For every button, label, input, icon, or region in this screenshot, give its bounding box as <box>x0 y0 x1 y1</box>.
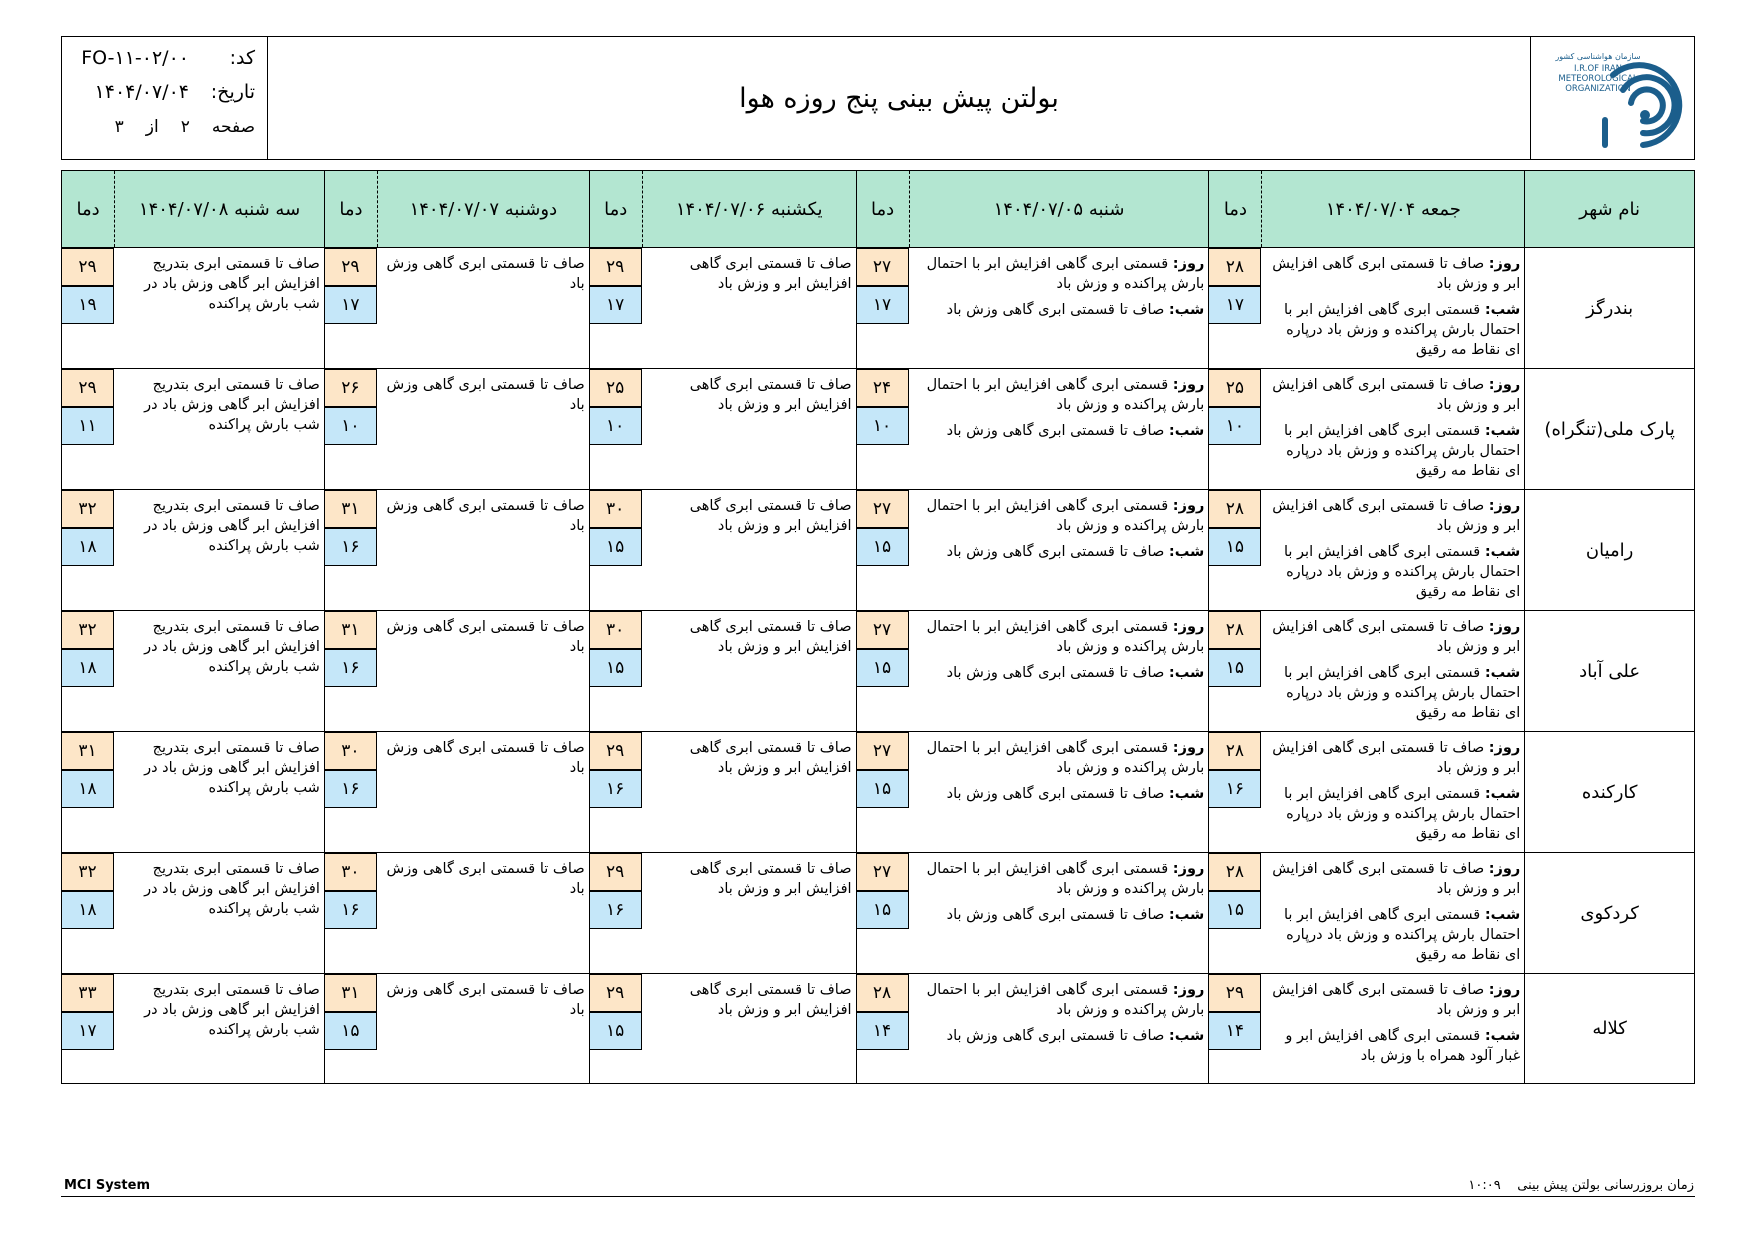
temperature-cell <box>856 732 909 853</box>
min-temperature: ۱۶ <box>325 891 377 929</box>
max-temperature: ۲۹ <box>325 248 377 286</box>
min-temperature: ۱۷ <box>325 286 377 324</box>
day-label: روز: <box>1172 982 1205 998</box>
forecast-description <box>378 974 590 1084</box>
temperature-cell <box>589 490 642 611</box>
min-temperature: ۱۵ <box>590 1012 642 1050</box>
max-temperature: ۳۰ <box>325 732 377 770</box>
min-temperature: ۱۶ <box>325 528 377 566</box>
forecast-description <box>1262 732 1525 853</box>
min-temperature: ۱۵ <box>1209 528 1261 566</box>
forecast-text: صاف تا قسمتی ابری گاهی وزش باد <box>386 861 585 897</box>
night-forecast: صاف تا قسمتی ابری گاهی وزش باد <box>946 786 1165 802</box>
logo-text-fa: سازمان هواشناسی کشور <box>1555 52 1641 61</box>
night-label: شب: <box>1484 544 1521 560</box>
min-temperature: ۱۱ <box>62 407 114 445</box>
day-label: روز: <box>1488 498 1521 514</box>
max-temperature: ۳۲ <box>62 611 114 649</box>
day-forecast: قسمتی ابری گاهی افزایش ابر با احتمال بارش پراکنده و وزش باد <box>926 377 1205 413</box>
max-temperature: ۳۲ <box>62 490 114 528</box>
temperature-cell <box>856 974 909 1084</box>
min-temperature: ۱۰ <box>325 407 377 445</box>
forecast-description <box>909 732 1209 853</box>
day-forecast: قسمتی ابری گاهی افزایش ابر با احتمال بارش پراکنده و وزش باد <box>926 619 1205 655</box>
forecast-text: صاف تا قسمتی ابری گاهی وزش باد <box>386 498 585 534</box>
night-forecast: قسمتی ابری گاهی افزایش ابر با احتمال بارش پراکنده و وزش باد درپاره ای نقاط مه رقیق <box>1283 544 1521 600</box>
min-temperature: ۱۷ <box>590 286 642 324</box>
forecast-description <box>378 248 590 369</box>
logo-text-en-1: I.R.OF IRAN <box>1573 64 1623 74</box>
page-of-label: از <box>145 117 159 137</box>
min-temperature: ۱۵ <box>857 649 909 687</box>
max-temperature: ۲۹ <box>590 974 642 1012</box>
min-temperature: ۱۶ <box>1209 770 1261 808</box>
page-number: ۲ <box>180 117 190 137</box>
temperature-cell <box>589 732 642 853</box>
forecast-text: صاف تا قسمتی ابری بتدریج افزایش ابر گاهی وزش باد در شب بارش پراکنده <box>144 498 320 554</box>
night-label: شب: <box>1168 907 1205 923</box>
min-temperature: ۱۰ <box>857 407 909 445</box>
min-temperature: ۱۵ <box>1209 649 1261 687</box>
day-label: روز: <box>1172 256 1205 272</box>
city-name: پارک ملی(تنگراه) <box>1525 369 1695 490</box>
max-temperature: ۲۴ <box>857 369 909 407</box>
day-forecast: صاف تا قسمتی ابری گاهی افزایش ابر و وزش باد <box>1272 619 1521 655</box>
min-temperature: ۱۵ <box>590 528 642 566</box>
night-forecast: صاف تا قسمتی ابری گاهی وزش باد <box>946 665 1165 681</box>
temperature-cell <box>62 732 115 853</box>
day-forecast: قسمتی ابری گاهی افزایش ابر با احتمال بارش پراکنده و وزش باد <box>926 861 1205 897</box>
night-label: شب: <box>1168 302 1205 318</box>
day-forecast: صاف تا قسمتی ابری گاهی افزایش ابر و وزش باد <box>1272 498 1521 534</box>
temperature-cell <box>324 974 377 1084</box>
date-value: ۱۴۰۴/۰۷/۰۴ <box>94 81 189 103</box>
forecast-description <box>642 248 856 369</box>
min-temperature: ۱۹ <box>62 286 114 324</box>
forecast-text: صاف تا قسمتی ابری گاهی افزایش ابر و وزش باد <box>689 982 852 1018</box>
day-label: روز: <box>1172 861 1205 877</box>
night-forecast: صاف تا قسمتی ابری گاهی وزش باد <box>946 302 1165 318</box>
temperature-cell <box>62 369 115 490</box>
night-label: شب: <box>1168 544 1205 560</box>
min-temperature: ۱۵ <box>857 770 909 808</box>
max-temperature: ۲۹ <box>62 248 114 286</box>
logo-box <box>1530 37 1694 159</box>
forecast-text: صاف تا قسمتی ابری بتدریج افزایش ابر گاهی وزش باد در شب بارش پراکنده <box>144 256 320 312</box>
min-temperature: ۱۴ <box>1209 1012 1261 1050</box>
day-label: روز: <box>1172 377 1205 393</box>
temperature-cell <box>62 611 115 732</box>
forecast-text: صاف تا قسمتی ابری گاهی وزش باد <box>386 619 585 655</box>
night-forecast: قسمتی ابری گاهی افزایش ابر با احتمال بارش پراکنده و وزش باد درپاره ای نقاط مه رقیق <box>1283 302 1521 358</box>
night-forecast: قسمتی ابری گاهی افزایش ابر و غبار آلود همراه با وزش باد <box>1285 1028 1521 1064</box>
logo-text-en-3: ORGANIZATION <box>1565 84 1631 94</box>
page-label: صفحه <box>211 117 255 137</box>
max-temperature: ۲۷ <box>857 732 909 770</box>
min-temperature: ۱۰ <box>590 407 642 445</box>
forecast-text: صاف تا قسمتی ابری گاهی افزایش ابر و وزش باد <box>689 619 852 655</box>
forecast-text: صاف تا قسمتی ابری بتدریج افزایش ابر گاهی وزش باد در شب بارش پراکنده <box>144 740 320 796</box>
forecast-description <box>642 369 856 490</box>
forecast-description <box>642 732 856 853</box>
temperature-cell <box>856 248 909 369</box>
temperature-cell <box>589 369 642 490</box>
forecast-description <box>115 853 325 974</box>
day-column-header: دوشنبه ۱۴۰۴/۰۷/۰۷ <box>378 171 590 248</box>
min-temperature: ۱۷ <box>1209 286 1261 324</box>
temperature-cell <box>62 248 115 369</box>
max-temperature: ۳۱ <box>325 611 377 649</box>
night-forecast: قسمتی ابری گاهی افزایش ابر با احتمال بارش پراکنده و وزش باد درپاره ای نقاط مه رقیق <box>1283 665 1521 721</box>
max-temperature: ۳۲ <box>62 853 114 891</box>
day-forecast: قسمتی ابری گاهی افزایش ابر با احتمال بارش پراکنده و وزش باد <box>926 982 1205 1018</box>
forecast-description <box>378 611 590 732</box>
night-label: شب: <box>1168 786 1205 802</box>
temperature-cell <box>324 611 377 732</box>
table-row <box>62 611 1695 732</box>
min-temperature: ۱۸ <box>62 528 114 566</box>
night-forecast: صاف تا قسمتی ابری گاهی وزش باد <box>946 423 1165 439</box>
table-row <box>62 732 1695 853</box>
city-name: کردکوی <box>1525 853 1695 974</box>
forecast-text: صاف تا قسمتی ابری گاهی افزایش ابر و وزش باد <box>689 498 852 534</box>
temperature-cell <box>589 853 642 974</box>
forecast-text: صاف تا قسمتی ابری گاهی وزش باد <box>386 256 585 292</box>
max-temperature: ۳۰ <box>590 490 642 528</box>
forecast-description <box>642 974 856 1084</box>
min-temperature: ۱۶ <box>325 770 377 808</box>
night-label: شب: <box>1484 302 1521 318</box>
forecast-description <box>115 248 325 369</box>
meteorological-organization-logo <box>1543 45 1683 153</box>
day-forecast: قسمتی ابری گاهی افزایش ابر با احتمال بارش پراکنده و وزش باد <box>926 498 1205 534</box>
night-forecast: قسمتی ابری گاهی افزایش ابر با احتمال بارش پراکنده و وزش باد درپاره ای نقاط مه رقیق <box>1283 907 1521 963</box>
temperature-cell <box>1209 974 1262 1084</box>
temperature-cell <box>1209 369 1262 490</box>
forecast-description <box>115 974 325 1084</box>
city-column-header: نام شهر <box>1525 171 1695 248</box>
forecast-description <box>909 248 1209 369</box>
temperature-cell <box>324 369 377 490</box>
page-title: بولتن پیش بینی پنج روزه هوا <box>739 82 1059 114</box>
day-forecast: صاف تا قسمتی ابری گاهی افزایش ابر و وزش باد <box>1272 256 1521 292</box>
night-forecast: قسمتی ابری گاهی افزایش ابر با احتمال بارش پراکنده و وزش باد درپاره ای نقاط مه رقیق <box>1283 423 1521 479</box>
temperature-cell <box>62 974 115 1084</box>
forecast-text: صاف تا قسمتی ابری گاهی افزایش ابر و وزش باد <box>689 256 852 292</box>
max-temperature: ۲۸ <box>1209 248 1261 286</box>
max-temperature: ۲۸ <box>1209 490 1261 528</box>
day-label: روز: <box>1488 740 1521 756</box>
forecast-description <box>909 490 1209 611</box>
logo-text-en-2: METEOROLOGICAL <box>1558 74 1638 84</box>
temperature-cell <box>324 248 377 369</box>
temp-column-header: دما <box>589 171 642 248</box>
code-value: FO-۱۱-۰۲/۰۰ <box>81 47 189 69</box>
min-temperature: ۱۶ <box>590 891 642 929</box>
forecast-text: صاف تا قسمتی ابری بتدریج افزایش ابر گاهی وزش باد در شب بارش پراکنده <box>144 619 320 675</box>
max-temperature: ۳۱ <box>62 732 114 770</box>
temp-column-header: دما <box>324 171 377 248</box>
document-info <box>62 37 268 159</box>
bulletin-header <box>61 36 1695 160</box>
forecast-description <box>909 369 1209 490</box>
day-column-header: جمعه ۱۴۰۴/۰۷/۰۴ <box>1262 171 1525 248</box>
night-label: شب: <box>1168 1028 1205 1044</box>
temp-column-header: دما <box>1209 171 1262 248</box>
max-temperature: ۲۸ <box>1209 853 1261 891</box>
min-temperature: ۱۵ <box>857 528 909 566</box>
day-label: روز: <box>1488 861 1521 877</box>
night-forecast: قسمتی ابری گاهی افزایش ابر با احتمال بارش پراکنده و وزش باد درپاره ای نقاط مه رقیق <box>1283 786 1521 842</box>
day-forecast: قسمتی ابری گاهی افزایش ابر با احتمال بارش پراکنده و وزش باد <box>926 256 1205 292</box>
temperature-cell <box>1209 248 1262 369</box>
temp-column-header: دما <box>62 171 115 248</box>
min-temperature: ۱۸ <box>62 891 114 929</box>
day-label: روز: <box>1488 982 1521 998</box>
temperature-cell <box>856 490 909 611</box>
forecast-text: صاف تا قسمتی ابری گاهی افزایش ابر و وزش باد <box>689 377 852 413</box>
day-forecast: قسمتی ابری گاهی افزایش ابر با احتمال بارش پراکنده و وزش باد <box>926 740 1205 776</box>
forecast-description <box>1262 490 1525 611</box>
temperature-cell <box>1209 732 1262 853</box>
table-row <box>62 248 1695 369</box>
forecast-table <box>61 170 1695 1084</box>
update-time-note <box>1468 1178 1694 1193</box>
city-name: بندرگز <box>1525 248 1695 369</box>
max-temperature: ۲۹ <box>590 853 642 891</box>
temperature-cell <box>589 611 642 732</box>
forecast-text: صاف تا قسمتی ابری گاهی افزایش ابر و وزش باد <box>689 740 852 776</box>
max-temperature: ۲۷ <box>857 853 909 891</box>
forecast-description <box>115 369 325 490</box>
temperature-cell <box>324 732 377 853</box>
night-label: شب: <box>1484 1028 1521 1044</box>
date-label: تاریخ: <box>210 81 255 103</box>
forecast-description <box>909 611 1209 732</box>
max-temperature: ۳۱ <box>325 974 377 1012</box>
temperature-cell <box>589 974 642 1084</box>
system-name: MCI System <box>64 1178 150 1193</box>
day-label: روز: <box>1488 256 1521 272</box>
day-column-header: یکشنبه ۱۴۰۴/۰۷/۰۶ <box>642 171 856 248</box>
night-forecast: صاف تا قسمتی ابری گاهی وزش باد <box>946 907 1165 923</box>
day-forecast: صاف تا قسمتی ابری گاهی افزایش ابر و وزش باد <box>1272 982 1521 1018</box>
day-forecast: صاف تا قسمتی ابری گاهی افزایش ابر و وزش باد <box>1272 861 1521 897</box>
forecast-description <box>1262 611 1525 732</box>
temperature-cell <box>1209 490 1262 611</box>
temperature-cell <box>856 853 909 974</box>
day-forecast: صاف تا قسمتی ابری گاهی افزایش ابر و وزش باد <box>1272 377 1521 413</box>
min-temperature: ۱۵ <box>325 1012 377 1050</box>
min-temperature: ۱۵ <box>857 891 909 929</box>
forecast-description <box>378 369 590 490</box>
temperature-cell <box>62 490 115 611</box>
max-temperature: ۲۷ <box>857 248 909 286</box>
min-temperature: ۱۵ <box>590 649 642 687</box>
city-name: علی آباد <box>1525 611 1695 732</box>
temperature-cell <box>62 853 115 974</box>
max-temperature: ۳۱ <box>325 490 377 528</box>
night-label: شب: <box>1168 665 1205 681</box>
day-column-header: سه شنبه ۱۴۰۴/۰۷/۰۸ <box>115 171 325 248</box>
forecast-text: صاف تا قسمتی ابری بتدریج افزایش ابر گاهی وزش باد در شب بارش پراکنده <box>144 982 320 1038</box>
forecast-description <box>378 853 590 974</box>
temperature-cell <box>1209 853 1262 974</box>
forecast-text: صاف تا قسمتی ابری گاهی وزش باد <box>386 740 585 776</box>
city-name: رامیان <box>1525 490 1695 611</box>
day-column-header: شنبه ۱۴۰۴/۰۷/۰۵ <box>909 171 1209 248</box>
forecast-description <box>115 611 325 732</box>
night-label: شب: <box>1484 665 1521 681</box>
temperature-cell <box>324 490 377 611</box>
min-temperature: ۱۴ <box>857 1012 909 1050</box>
forecast-description <box>642 490 856 611</box>
update-time-value: ۱۰:۰۹ <box>1468 1178 1501 1193</box>
city-name: کلاله <box>1525 974 1695 1084</box>
night-label: شب: <box>1484 786 1521 802</box>
forecast-text: صاف تا قسمتی ابری گاهی وزش باد <box>386 377 585 413</box>
max-temperature: ۲۹ <box>590 248 642 286</box>
min-temperature: ۱۷ <box>62 1012 114 1050</box>
temp-column-header: دما <box>856 171 909 248</box>
table-row <box>62 974 1695 1084</box>
day-label: روز: <box>1172 619 1205 635</box>
temperature-cell <box>1209 611 1262 732</box>
max-temperature: ۲۵ <box>590 369 642 407</box>
max-temperature: ۲۹ <box>590 732 642 770</box>
forecast-description <box>115 490 325 611</box>
max-temperature: ۲۷ <box>857 490 909 528</box>
footer-divider <box>61 1196 1695 1197</box>
forecast-text: صاف تا قسمتی ابری گاهی وزش باد <box>386 982 585 1018</box>
max-temperature: ۳۰ <box>325 853 377 891</box>
day-label: روز: <box>1172 740 1205 756</box>
max-temperature: ۲۶ <box>325 369 377 407</box>
table-row <box>62 853 1695 974</box>
forecast-description <box>1262 853 1525 974</box>
forecast-description <box>378 490 590 611</box>
max-temperature: ۲۸ <box>1209 732 1261 770</box>
forecast-text: صاف تا قسمتی ابری بتدریج افزایش ابر گاهی وزش باد در شب بارش پراکنده <box>144 861 320 917</box>
forecast-text: صاف تا قسمتی ابری گاهی افزایش ابر و وزش باد <box>689 861 852 897</box>
night-label: شب: <box>1484 907 1521 923</box>
max-temperature: ۲۹ <box>1209 974 1261 1012</box>
code-label: کد: <box>229 47 255 69</box>
max-temperature: ۲۸ <box>1209 611 1261 649</box>
min-temperature: ۱۸ <box>62 649 114 687</box>
night-label: شب: <box>1168 423 1205 439</box>
forecast-description <box>642 853 856 974</box>
night-forecast: صاف تا قسمتی ابری گاهی وزش باد <box>946 544 1165 560</box>
update-time-label: زمان بروزرسانی بولتن پیش بینی <box>1517 1178 1694 1193</box>
temperature-cell <box>856 611 909 732</box>
min-temperature: ۱۷ <box>857 286 909 324</box>
temperature-cell <box>856 369 909 490</box>
table-row <box>62 490 1695 611</box>
min-temperature: ۱۵ <box>1209 891 1261 929</box>
page-total: ۳ <box>114 117 124 137</box>
table-row <box>62 369 1695 490</box>
forecast-description <box>115 732 325 853</box>
forecast-description <box>1262 974 1525 1084</box>
table-header-row <box>62 171 1695 248</box>
day-forecast: صاف تا قسمتی ابری گاهی افزایش ابر و وزش باد <box>1272 740 1521 776</box>
day-label: روز: <box>1488 619 1521 635</box>
forecast-description <box>378 732 590 853</box>
temperature-cell <box>324 853 377 974</box>
forecast-description <box>909 853 1209 974</box>
forecast-description <box>1262 248 1525 369</box>
night-label: شب: <box>1484 423 1521 439</box>
forecast-description <box>1262 369 1525 490</box>
forecast-description <box>642 611 856 732</box>
temperature-cell <box>589 248 642 369</box>
max-temperature: ۳۳ <box>62 974 114 1012</box>
max-temperature: ۲۷ <box>857 611 909 649</box>
max-temperature: ۲۵ <box>1209 369 1261 407</box>
forecast-description <box>909 974 1209 1084</box>
max-temperature: ۲۹ <box>62 369 114 407</box>
min-temperature: ۱۰ <box>1209 407 1261 445</box>
day-label: روز: <box>1172 498 1205 514</box>
max-temperature: ۳۰ <box>590 611 642 649</box>
forecast-text: صاف تا قسمتی ابری بتدریج افزایش ابر گاهی وزش باد در شب بارش پراکنده <box>144 377 320 433</box>
min-temperature: ۱۶ <box>590 770 642 808</box>
night-forecast: صاف تا قسمتی ابری گاهی وزش باد <box>946 1028 1165 1044</box>
max-temperature: ۲۸ <box>857 974 909 1012</box>
city-name: کارکنده <box>1525 732 1695 853</box>
min-temperature: ۱۸ <box>62 770 114 808</box>
min-temperature: ۱۶ <box>325 649 377 687</box>
day-label: روز: <box>1488 377 1521 393</box>
